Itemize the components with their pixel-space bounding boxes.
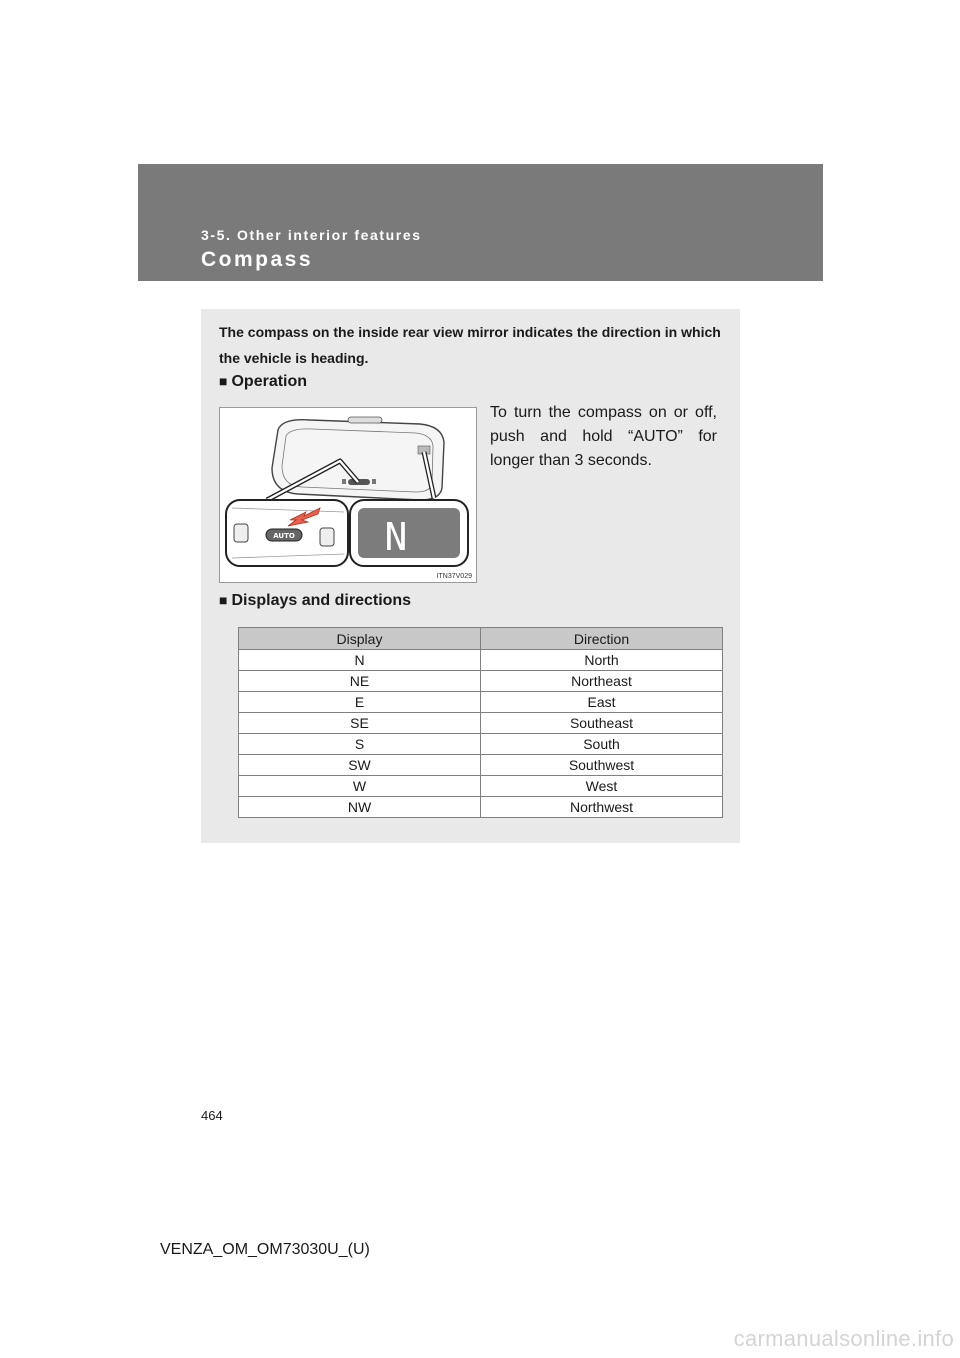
display-cell: NE [239, 671, 481, 692]
directions-table [238, 627, 723, 818]
table-header-row [239, 628, 723, 650]
operation-heading [219, 373, 307, 391]
display-cell: SW [239, 755, 481, 776]
compass-mirror-illustration [219, 407, 477, 583]
operation-instructions: To turn the compass on or off, push and hold “AUTO” for longer than 3 seconds. [490, 404, 717, 469]
figure-caption: ITN37V029 [436, 573, 472, 580]
direction-cell: Northwest [481, 797, 723, 818]
table-row [239, 734, 723, 755]
display-cell: N [239, 650, 481, 671]
direction-cell: Northeast [481, 671, 723, 692]
bullet-square-icon: ■ [219, 592, 228, 608]
column-header-display: Display [239, 628, 481, 650]
direction-cell: North [481, 650, 723, 671]
direction-cell: Southwest [481, 755, 723, 776]
document-code: VENZA_OM_OM73030U_(U) [160, 1241, 370, 1258]
intro-text: The compass on the inside rear view mirror indicates the direction in which the vehicle is heading. [219, 324, 721, 366]
page-title: Compass [201, 248, 314, 271]
operation-heading-label: Operation [231, 373, 308, 390]
display-cell: W [239, 776, 481, 797]
content-box [201, 309, 740, 843]
bullet-square-icon: ■ [219, 373, 228, 389]
rear-view-mirror-icon [220, 408, 476, 582]
table-row [239, 776, 723, 797]
compass-display-letter: N [384, 515, 408, 559]
page-number: 464 [201, 1108, 223, 1123]
direction-cell: East [481, 692, 723, 713]
table-row [239, 755, 723, 776]
table-row [239, 713, 723, 734]
column-header-direction: Direction [481, 628, 723, 650]
display-cell: NW [239, 797, 481, 818]
display-cell: E [239, 692, 481, 713]
display-cell: S [239, 734, 481, 755]
auto-button-label: AUTO [273, 532, 295, 540]
direction-cell: South [481, 734, 723, 755]
table-row [239, 797, 723, 818]
direction-cell: Southeast [481, 713, 723, 734]
table-row [239, 671, 723, 692]
table-row [239, 692, 723, 713]
watermark: carmanualsonline.info [733, 1326, 954, 1351]
table-row [239, 650, 723, 671]
section-label: 3-5. Other interior features [201, 227, 422, 243]
display-cell: SE [239, 713, 481, 734]
displays-heading-label: Displays and directions [231, 592, 412, 609]
displays-heading [219, 592, 411, 610]
section-header [138, 164, 823, 281]
direction-cell: West [481, 776, 723, 797]
